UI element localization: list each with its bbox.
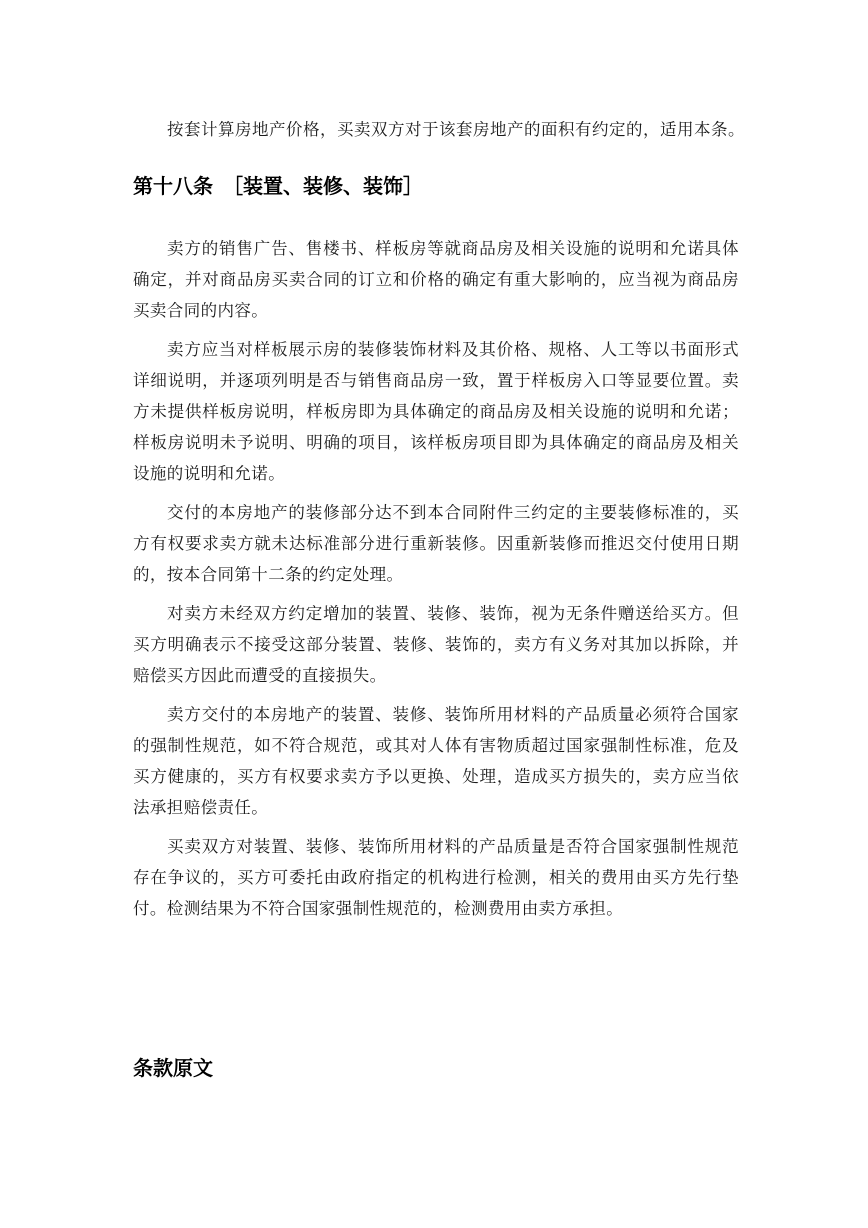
paragraph: 买卖双方对装置、装修、装饰所用材料的产品质量是否符合国家强制性规范存在争议的，买方可委托由政府指定的机构进行检测，相关的费用由买方先行垫付。检测结果为不符合国家强制性规范的，检测费用由卖方承担。 [133, 837, 739, 918]
paragraph: 交付的本房地产的装修部分达不到本合同附件三约定的主要装修标准的，买方有权要求卖方就未达标准部分进行重新装修。因重新装修而推迟交付使用日期的，按本合同第十二条的约定处理。 [133, 503, 739, 584]
paragraph: 卖方应当对样板展示房的装修装饰材料及其价格、规格、人工等以书面形式详细说明，并逐项列明是否与销售商品房一致，置于样板房入口等显要位置。卖方未提供样板房说明，样板房即为具体确定的商品房及相关设施的说明和允诺；样板房说明未予说明、明确的项目，该样板房项目即为具体确定的商品房及相关设施的说明和允诺。 [133, 340, 739, 483]
paragraph: 卖方的销售广告、售楼书、样板房等就商品房及相关设施的说明和允诺具体确定，并对商品房买卖合同的订立和价格的确定有重大影响的，应当视为商品房买卖合同的内容。 [133, 239, 739, 320]
paragraph: 卖方交付的本房地产的装置、装修、装饰所用材料的产品质量必须符合国家的强制性规范，如不符合规范，或其对人体有害物质超过国家强制性标准，危及买方健康的，买方有权要求卖方予以更换、处理，造成买方损失的，卖方应当依法承担赔偿责任。 [133, 705, 739, 817]
section-heading: 条款原文 [133, 1056, 213, 1080]
article-body [133, 233, 739, 932]
article-heading: 第十八条 ［装置、装修、装饰］ [133, 174, 423, 198]
paragraph: 对卖方未经双方约定增加的装置、装修、装饰，视为无条件赠送给买方。但买方明确表示不接受这部分装置、装修、装饰的，卖方有义务对其加以拆除，并赔偿买方因此而遭受的直接损失。 [133, 604, 739, 685]
lead-paragraph: 按套计算房地产价格，买卖双方对于该套房地产的面积有约定的，适用本条。 [167, 120, 745, 139]
